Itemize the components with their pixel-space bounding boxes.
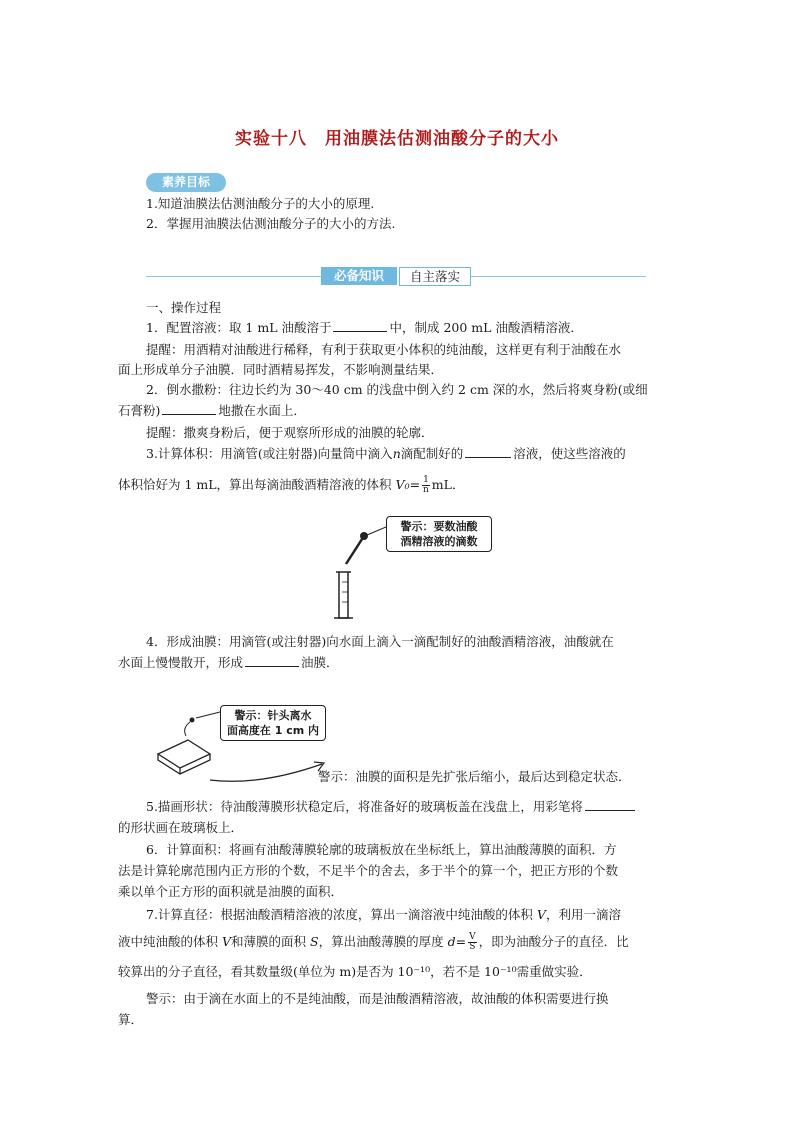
section-sub: 自主落实 — [399, 267, 471, 286]
blank-1[interactable] — [333, 319, 387, 332]
note-1: 警示：要数油酸 酒精溶液的滴数 — [386, 516, 492, 552]
tip-1-line-1: 提醒：用酒精对油酸进行稀释，有利于获取更小体积的纯油酸，这样更有利于油酸在水 — [146, 342, 622, 357]
blank-2[interactable] — [162, 402, 216, 415]
warning-3-line-2: 算． — [118, 1012, 144, 1027]
warning-3-line-1: 警示：由于滴在水面上的不是纯油酸，而是油酸酒精溶液，故油酸的体积需要进行换 — [146, 991, 609, 1006]
step-3-line-2: 体积恰好为 1 mL，算出每滴油酸酒精溶液的体积 V₀= $\frac{1}{n}$ mL． — [118, 475, 465, 495]
blank-5[interactable] — [585, 798, 635, 811]
step-2-line-2: 石膏粉) 地撒在水面上． — [118, 403, 306, 418]
step-5-line-1: 5.描画形状：待油酸薄膜形状稳定后，将准备好的玻璃板盖在浅盘上，用彩笔将 — [146, 797, 637, 817]
section-label: 必备知识 — [321, 267, 397, 285]
step-6-line-2: 法是计算轮廓范围内正方形的个数，不足半个的舍去，多于半个的算一个，把正方形的个数 — [118, 863, 619, 878]
step-6-line-3: 乘以单个正方形的面积就是油膜的面积． — [118, 884, 344, 899]
section-divider-left — [146, 276, 321, 277]
step-5-line-2: 的形状画在玻璃板上． — [118, 820, 244, 835]
warning-2: 警示：油膜的面积是先扩张后缩小，最后达到稳定状态． — [318, 769, 631, 784]
step-7-line-2: 液中纯油酸的体积 V和薄膜的面积 S，算出油酸薄膜的厚度 d= $\frac{V}{S}$ ，即为油酸分子的直径．比 — [118, 932, 629, 952]
tip-1-line-2: 面上形成单分子油膜．同时酒精易挥发，不影响测量结果． — [118, 362, 444, 377]
blank-4[interactable] — [245, 654, 299, 667]
page-title: 实验十八 用油膜法估测油酸分子的大小 — [235, 129, 559, 149]
goals-badge: 素养目标 — [146, 173, 226, 192]
step-4-line-2: 水面上慢慢散开，形成 油膜． — [118, 655, 339, 670]
step-2-line-1: 2．倒水撒粉：往边长约为 30～40 cm 的浅盘中倒入约 2 cm 深的水，然后将爽身粉(或细 — [146, 382, 648, 397]
section-divider-right — [471, 276, 646, 277]
step-6-line-1: 6．计算面积：将画有油酸薄膜轮廓的玻璃板放在坐标纸上，算出油酸薄膜的面积．方 — [146, 842, 617, 857]
step-4-line-1: 4．形成油膜：用滴管(或注射器)向水面上滴入一滴配制好的油酸酒精溶液，油酸就在 — [146, 634, 614, 649]
step-3-line-1: 3.计算体积：用滴管(或注射器)向量筒中滴入n滴配制好的 溶液，使这些溶液的 — [146, 446, 626, 461]
note-2: 警示：针头离水 面高度在 1 cm 内 — [220, 705, 326, 741]
goal-item-1: 1.知道油膜法估测油酸分子的大小的原理. — [146, 196, 375, 211]
heading: 一、操作过程 — [146, 300, 222, 315]
blank-3[interactable] — [465, 445, 511, 458]
step-7-line-3: 较算出的分子直径，看其数量级(单位为 m)是否为 10⁻¹⁰，若不是 10⁻¹⁰需重做实验． — [118, 964, 592, 979]
tip-2: 提醒：撒爽身粉后，便于观察所形成的油膜的轮廓． — [146, 425, 434, 440]
step-7-line-1: 7.计算直径：根据油酸酒精溶液的浓度，算出一滴溶液中纯油酸的体积 V，利用一滴溶 — [146, 907, 621, 922]
step-1: 1．配置溶液：取 1 mL 油酸溶于 中，制成 200 mL 油酸酒精溶液． — [146, 320, 583, 335]
goal-item-2: 2．掌握用油膜法估测油酸分子的大小的方法. — [146, 216, 396, 231]
